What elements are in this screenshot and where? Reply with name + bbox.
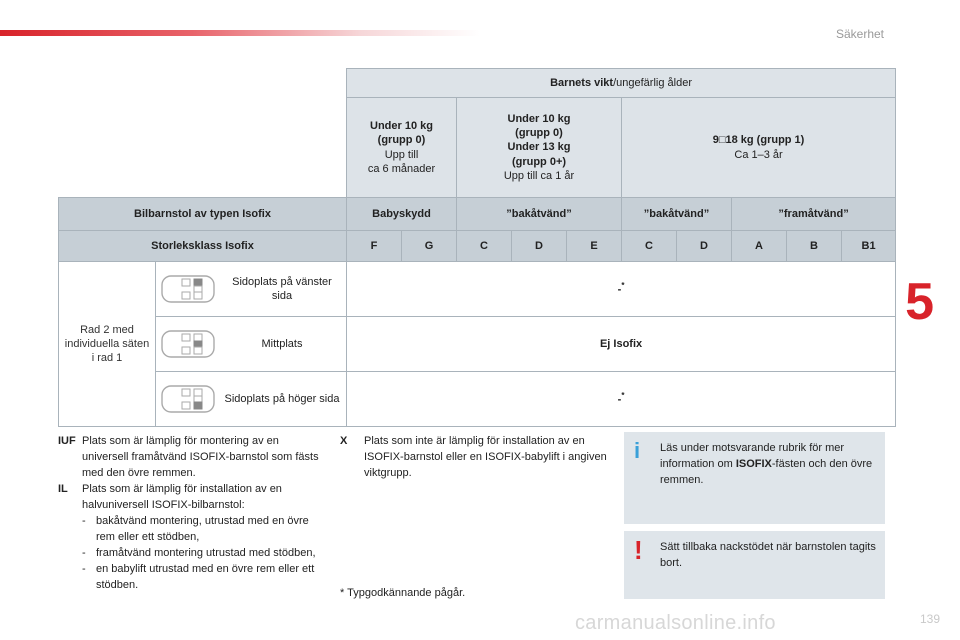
size-class: E: [567, 231, 622, 262]
car-seat-right-icon: [160, 384, 216, 414]
watermark-text: carmanualsonline.info: [575, 612, 776, 634]
size-class: B: [787, 231, 842, 262]
footnote: * Typgodkännande pågår.: [340, 587, 466, 599]
type-forward: ”framåtvänd”: [732, 198, 896, 231]
weight-group-1-line-3: (grupp 0+): [511, 155, 567, 168]
weight-group-2-line-1: Ca 1–3 år: [734, 148, 783, 161]
warning-icon: !: [634, 535, 643, 565]
weight-group-0-line-3: ca 6 månader: [367, 162, 436, 175]
warning-note-text: Sätt tillbaka nackstödet när barnstolen tagits bort.: [660, 541, 876, 569]
seat-label: Sidoplats på vänster sida: [232, 275, 332, 302]
legend-il-item: [58, 513, 326, 545]
legend-text: Plats som är lämplig för montering av en universell framåtvänd ISOFIX-barnstol som fästs med den övre remmen.: [82, 435, 319, 479]
isofix-table: [58, 68, 896, 427]
legend-il-item-text: framåtvänd montering utrustad med stödben,: [96, 547, 316, 559]
legend-text: Plats som inte är lämplig för installation av en ISOFIX-barnstol eller en ISOFIX-babylift i angiven viktgrupp.: [364, 435, 607, 479]
weight-group-2: [622, 98, 896, 198]
size-class: C: [457, 231, 512, 262]
seat-value-text: Ej Isofix: [599, 337, 643, 350]
size-class: C: [622, 231, 677, 262]
size-class: B1: [842, 231, 896, 262]
weight-group-1-line-0: Under 10 kg: [507, 112, 571, 125]
seat-label: Sidoplats på höger sida: [224, 392, 340, 405]
chapter-number: 5: [905, 273, 934, 331]
weight-group-0-line-2: Upp till: [384, 148, 419, 161]
weight-header: [347, 69, 896, 98]
legend-il-item-text: en babylift utrustad med en övre rem eller ett stödben.: [96, 563, 315, 591]
dash: -: [82, 563, 86, 575]
legend-il-item: [58, 545, 326, 561]
type-rearward-2: ”bakåtvänd”: [622, 198, 732, 231]
legend-iuf: [58, 433, 326, 481]
legend-left: [58, 433, 326, 593]
seat-right: [156, 372, 347, 427]
section-title: Säkerhet: [835, 27, 884, 41]
size-class: D: [677, 231, 732, 262]
weight-header-rest: /ungefärlig ålder: [613, 76, 692, 89]
row-label: Rad 2 med individuella säten i rad 1: [59, 262, 156, 427]
seat-middle: [156, 317, 347, 372]
seat-value-sup: *: [621, 281, 625, 291]
weight-group-1: [457, 98, 622, 198]
size-class: D: [512, 231, 567, 262]
type-label: Bilbarnstol av typen Isofix: [59, 198, 347, 231]
legend-il-item: [58, 561, 326, 593]
info-note-text: [660, 440, 877, 488]
info-note-text-after: -fästen och den övre remmen.: [660, 458, 873, 486]
size-class: F: [347, 231, 402, 262]
seat-value-text: -: [617, 393, 622, 406]
car-seat-left-icon: [160, 274, 216, 304]
info-note-text-before: Läs under motsvarande rubrik för mer information om: [660, 442, 845, 470]
legend-il-item-text: bakåtvänd montering, utrustad med en övre rem eller ett stödben,: [96, 515, 309, 543]
seat-value: [347, 262, 896, 317]
size-class: A: [732, 231, 787, 262]
seat-label: Mittplats: [261, 337, 303, 350]
legend-key: IL: [58, 483, 68, 495]
seat-value: [347, 372, 896, 427]
seat-value-text: -: [617, 283, 622, 296]
size-class: G: [402, 231, 457, 262]
weight-group-1-line-4: Upp till ca 1 år: [503, 169, 575, 182]
weight-group-0-line-1: (grupp 0): [377, 134, 426, 147]
dash: -: [82, 547, 86, 559]
weight-header-bold: Barnets vikt: [550, 76, 614, 89]
legend-middle: [340, 433, 608, 481]
type-rearward-1: ”bakåtvänd”: [457, 198, 622, 231]
dash: -: [82, 515, 86, 527]
car-seat-middle-icon: [160, 329, 216, 359]
info-note-text-bold: ISOFIX: [735, 458, 772, 470]
seat-value: [347, 317, 896, 372]
warning-note: [624, 531, 885, 599]
weight-group-2-line-0: 9□18 kg (grupp 1): [712, 134, 805, 147]
size-label: Storleksklass Isofix: [59, 231, 347, 262]
weight-group-0-line-0: Under 10 kg: [370, 119, 433, 132]
weight-group-0: [347, 98, 457, 198]
type-babyskydd: Babyskydd: [347, 198, 457, 231]
info-note: [624, 432, 885, 524]
weight-group-1-line-2: Under 13 kg: [507, 141, 571, 154]
page-number: 139: [919, 612, 940, 626]
legend-key: IUF: [58, 435, 76, 447]
seat-value-sup: *: [621, 391, 625, 401]
legend-il: [58, 481, 326, 513]
legend-text: Plats som är lämplig för installation av en halvuniversell ISOFIX-bilbarnstol:: [82, 483, 282, 511]
seat-left: [156, 262, 347, 317]
weight-group-1-line-1: (grupp 0): [515, 127, 563, 140]
legend-x: [340, 433, 608, 481]
info-icon: i: [634, 438, 641, 463]
legend-key: X: [340, 435, 348, 447]
header-accent-bar: [0, 30, 480, 36]
